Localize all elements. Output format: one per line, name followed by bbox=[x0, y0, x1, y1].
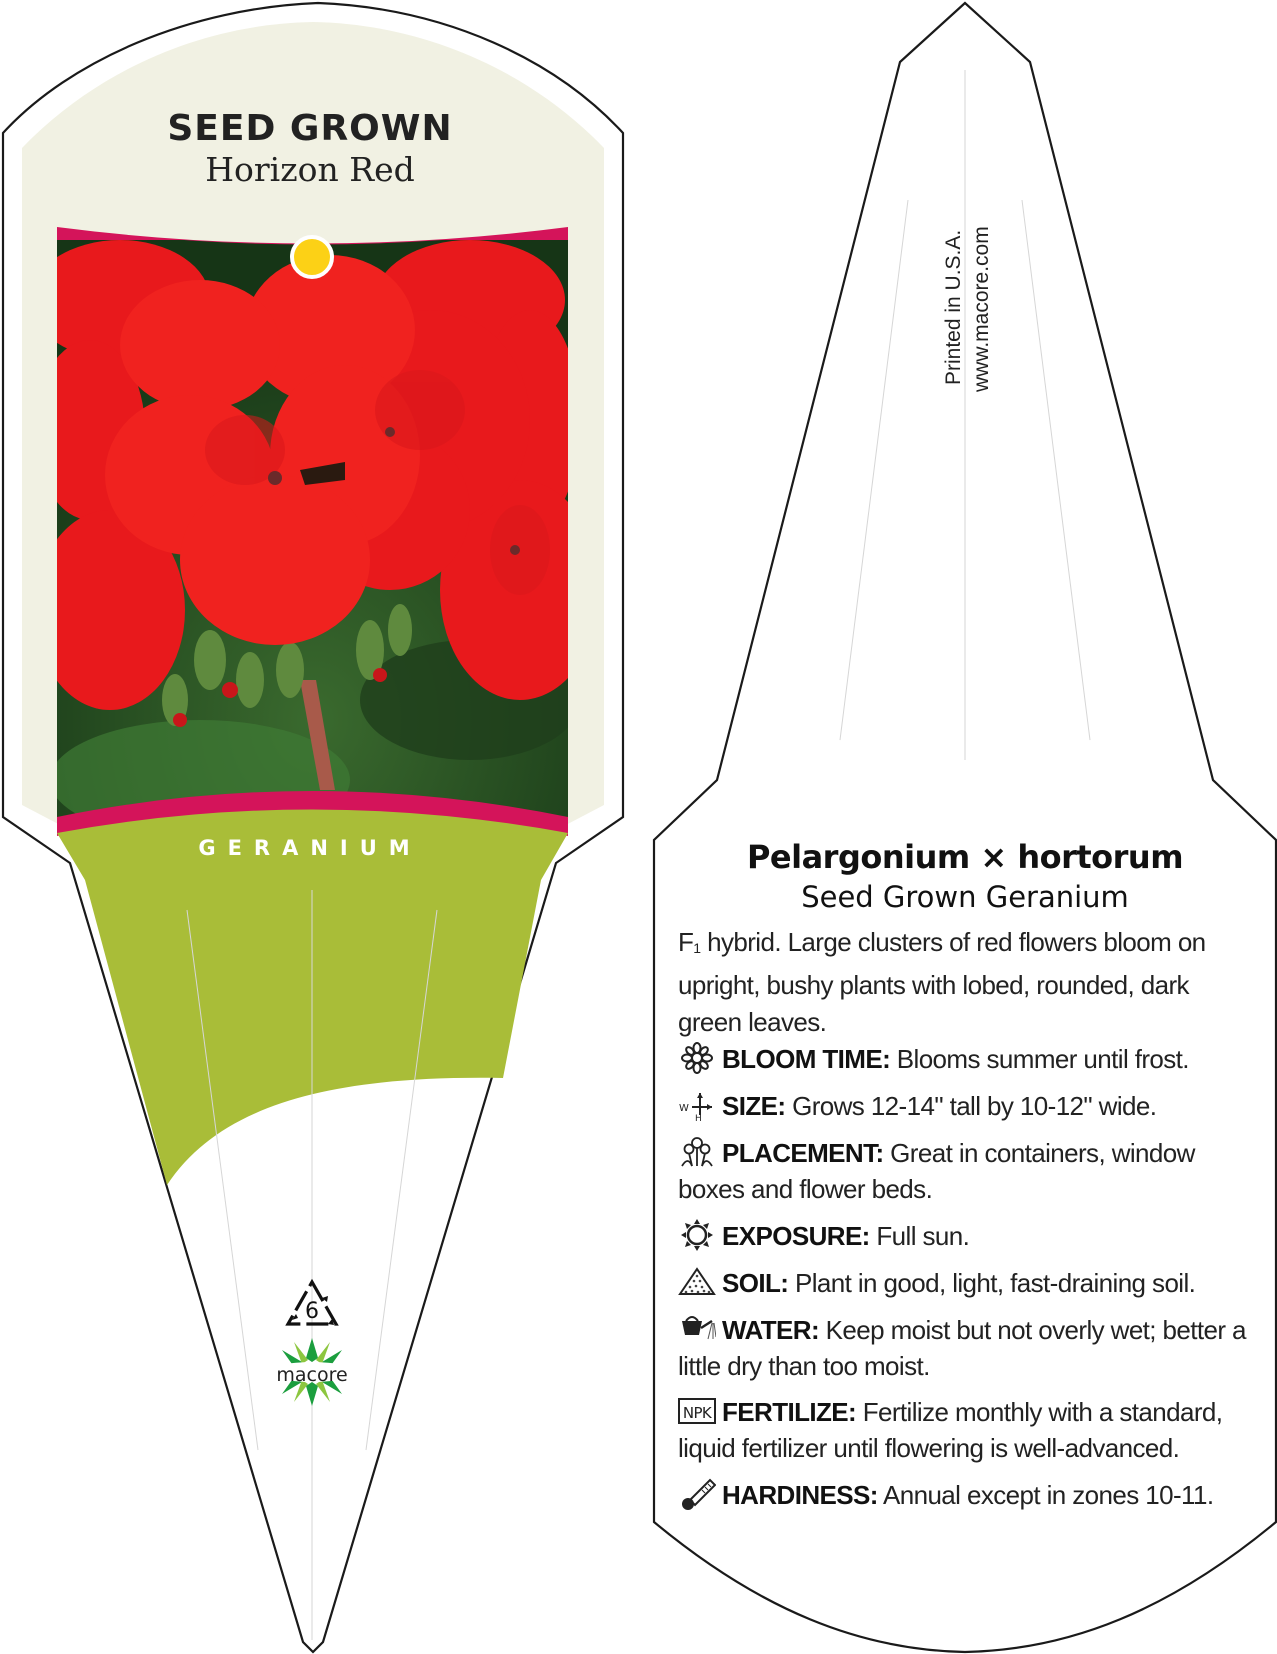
soil-icon bbox=[678, 1266, 716, 1296]
front-title-variety: Horizon Red bbox=[205, 150, 415, 189]
svg-text:NPK: NPK bbox=[682, 1404, 712, 1422]
care-water: WATER: Keep moist but not overly wet; better a little dry than too moist. bbox=[678, 1315, 1246, 1381]
svg-text:H: H bbox=[695, 1114, 702, 1121]
care-bloom-time: BLOOM TIME: Blooms summer until frost. bbox=[678, 1041, 1250, 1077]
size-icon bbox=[678, 1089, 716, 1119]
care-placement: PLACEMENT: Great in containers, window boxes and flower beds. bbox=[678, 1138, 1195, 1204]
recycle-number: 6 bbox=[305, 1299, 319, 1324]
flower-icon bbox=[678, 1042, 716, 1072]
care-fertilize: NPK FERTILIZE: Fertilize monthly with a standard, liquid fertilizer until flowering is well-advanced. bbox=[678, 1397, 1223, 1463]
printed-in: Printed in U.S.A. bbox=[942, 229, 965, 385]
svg-text:W: W bbox=[679, 1103, 689, 1114]
care-size: W H SIZE: Grows 12-14" tall by 10-12" wide. bbox=[678, 1088, 1250, 1124]
botanical-name: Pelargonium × hortorum bbox=[746, 838, 1184, 876]
description: F1 hybrid. Large clusters of red flowers bloom on upright, bushy plants with lobed, rounded, dark green leaves. bbox=[678, 927, 1206, 1037]
npk-icon bbox=[678, 1395, 716, 1425]
sun-icon bbox=[678, 1219, 716, 1249]
thermometer-icon bbox=[678, 1478, 716, 1508]
placement-icon bbox=[678, 1136, 716, 1166]
website: www.macore.com bbox=[970, 226, 993, 392]
front-title-line1: SEED GROWN bbox=[167, 108, 453, 149]
common-name: Seed Grown Geranium bbox=[801, 880, 1129, 914]
care-soil: SOIL: Plant in good, light, fast-draining soil. bbox=[678, 1265, 1250, 1301]
watering-can-icon bbox=[678, 1313, 716, 1343]
care-hardiness: HARDINESS: Annual except in zones 10-11. bbox=[678, 1477, 1250, 1513]
care-exposure: EXPOSURE: Full sun. bbox=[678, 1218, 1250, 1254]
front-category: GERANIUM bbox=[198, 836, 422, 860]
macore-logo-text: macore bbox=[276, 1364, 348, 1386]
